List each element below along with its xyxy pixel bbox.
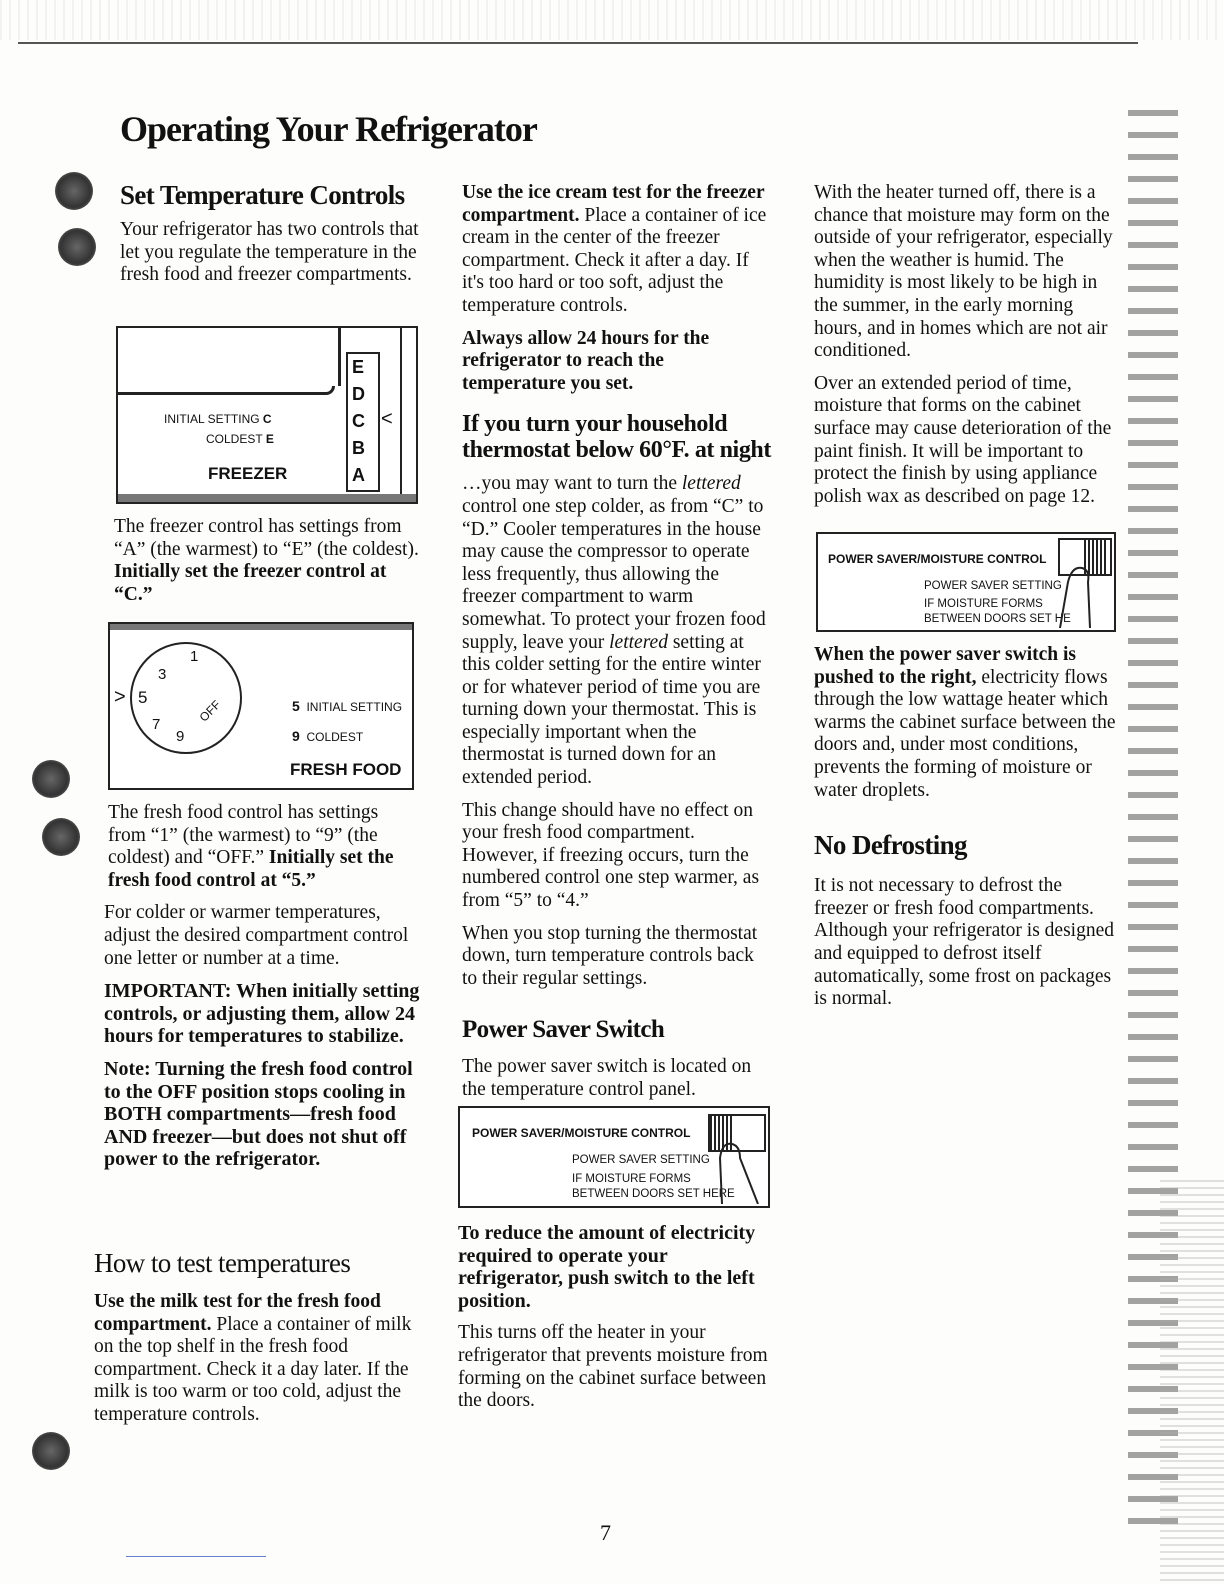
thermostat-text: setting at this colder setting for the entire winter or for whatever period of time you are turning down your thermostat. This is especially important when the thermostat is turned down for an extended period. xyxy=(462,631,761,789)
column-3 xyxy=(814,182,1120,518)
ice-cream-test-text: Place a container of ice cream in the center of the freezer compartment. Check it after a day. If it's too hard or too soft, adjust the temperature controls. xyxy=(462,204,767,316)
freezer-letter-scale[interactable] xyxy=(346,352,380,492)
stop-paragraph: When you stop turning the thermostat down, turn temperature controls back to their regular settings. xyxy=(462,922,758,989)
heading-test-temperatures: How to test temperatures xyxy=(94,1248,351,1278)
off-note: Note: Turning the fresh food control to the OFF position stops cooling in BOTH compartments—fresh food AND freezer—but does not shut off power to the refrigerator. xyxy=(104,1057,413,1171)
moisture-paragraph: With the heater turned off, there is a chance that moisture may form on the outside of your refrigerator, especially when the weather is humid. The humidity is most likely to be high in the summer, in the early morning hours, and in homes which are not air conditioned. xyxy=(814,182,1113,362)
panel-header: POWER SAVER/MOISTURE CONTROL xyxy=(828,552,1047,566)
thermostat-text: …you may want to turn the xyxy=(462,473,682,495)
binder-hole xyxy=(58,228,96,266)
panel-edge xyxy=(332,328,341,386)
power-saver-panel xyxy=(458,1106,770,1208)
column-1 xyxy=(98,180,420,297)
binder-hole xyxy=(32,1432,70,1470)
freezer-initial-text: Initially set the freezer control at “C.” xyxy=(114,561,387,605)
scan-noise-top xyxy=(0,0,1224,40)
fresh-initial-text: Initially set the fresh food control at “5.” xyxy=(108,847,394,891)
letter-e: E xyxy=(352,357,365,377)
panel-curve xyxy=(118,386,335,395)
freezer-control-panel xyxy=(116,326,418,504)
milk-test-text: Place a container of milk on the top shelf in the fresh food compartment. Check it a day later. If the milk is too warm or too cold, adjust the temperature controls. xyxy=(94,1313,412,1425)
allow-24-hours: Always allow 24 hours for the refrigerator to reach the temperature you set. xyxy=(462,327,710,394)
panel-top xyxy=(110,624,412,630)
thermostat-text: control one step colder, as from “C” to “D.” Cooler temperatures in the house may cause the compressor to operate less frequently, thus allowing the freezer compartment to warm somewhat. To protect your frozen food supply, leave your xyxy=(462,495,766,653)
fresh-food-label: FRESH FOOD xyxy=(290,760,402,779)
heater-off-paragraph: This turns off the heater in your refrigerator that prevents moisture from forming on the cabinet surface between the doors. xyxy=(458,1322,768,1412)
panel-line-3: BETWEEN DOORS SET HE xyxy=(924,613,1071,625)
panel-line-1: POWER SAVER SETTING xyxy=(924,580,1062,592)
dial-off-label: OFF xyxy=(196,697,224,725)
panel-line-3: BETWEEN DOORS SET HERE xyxy=(572,1188,735,1200)
scan-edge-noise xyxy=(1160,1180,1224,1584)
dial-number-5: 5 xyxy=(138,688,148,707)
letter-d: D xyxy=(352,384,365,404)
switch-location-paragraph: The power saver switch is located on the temperature control panel. xyxy=(462,1056,752,1100)
footer-rule xyxy=(126,1556,266,1557)
panel-line-2: IF MOISTURE FORMS xyxy=(572,1173,691,1185)
panel-line-2: IF MOISTURE FORMS xyxy=(924,598,1043,610)
initial-setting-label: INITIAL SETTING xyxy=(306,700,403,714)
freezer-label: FREEZER xyxy=(208,464,288,483)
coldest-value: E xyxy=(265,432,274,446)
coldest-label: COLDEST xyxy=(206,432,263,446)
panel-header: POWER SAVER/MOISTURE CONTROL xyxy=(472,1126,691,1140)
column-3-bottom xyxy=(814,644,1120,1021)
binder-hole xyxy=(42,818,80,856)
deterioration-paragraph: Over an extended period of time, moisture that forms on the cabinet surface may cause deterioration of the paint finish. It will be important to protect the finish by using appliance polish wax as described on page 12. xyxy=(814,372,1112,507)
change-paragraph: This change should have no effect on your fresh food compartment. However, if freezing occurs, turn the numbered control one step warmer, as from “5” to “4.” xyxy=(462,799,760,912)
panel-line-1: POWER SAVER SETTING xyxy=(572,1154,710,1166)
intro-paragraph: Your refrigerator has two controls that let you regulate the temperature in the fresh food and freezer compartments. xyxy=(120,219,419,286)
initial-setting-value: C xyxy=(262,412,272,426)
page-title: Operating Your Refrigerator xyxy=(120,109,537,149)
pushed-right-text: electricity flows through the low wattage heater which warms the cabinet surface between the doors and, under most conditions, prevents the forming of moisture or water droplets. xyxy=(814,666,1116,801)
dial-number-7: 7 xyxy=(152,716,161,733)
fresh-food-control-panel xyxy=(108,622,414,790)
panel-rule xyxy=(400,328,402,502)
dial-number-1: 1 xyxy=(190,648,199,665)
binder-hole xyxy=(32,760,70,798)
coldest-row xyxy=(292,728,363,744)
defrost-paragraph: It is not necessary to defrost the freezer or fresh food compartments. Although your refrigerator is designed and equipped to defrost itself automatically, some frost on packages is normal. xyxy=(814,875,1115,1010)
letter-c: C xyxy=(352,411,365,431)
initial-setting-row xyxy=(164,412,272,426)
coldest-label: COLDEST xyxy=(306,730,364,744)
power-saver-panel-right xyxy=(816,532,1116,632)
initial-setting-value: 5 xyxy=(292,698,300,714)
panel-base xyxy=(118,494,416,502)
page-number: 7 xyxy=(600,1520,611,1545)
header-rule xyxy=(18,42,1138,44)
coldest-value: 9 xyxy=(292,728,300,744)
heading-set-temperature: Set Temperature Controls xyxy=(120,180,405,210)
milk-test-lead: Use the milk test for the fresh food compartment. xyxy=(94,1291,381,1335)
finger-icon xyxy=(1056,552,1106,628)
fresh-food-description xyxy=(104,802,420,1181)
finger-icon xyxy=(718,1128,766,1204)
heading-power-saver: Power Saver Switch xyxy=(462,1016,665,1044)
lettered-emphasis: lettered xyxy=(609,631,668,653)
lettered-emphasis: lettered xyxy=(681,473,741,495)
heading-thermostat: If you turn your household thermostat below 60°F. at night xyxy=(462,411,771,464)
letter-a: A xyxy=(352,465,365,485)
ice-cream-test-lead: Use the ice cream test for the freezer compartment. xyxy=(462,182,765,226)
coldest-row xyxy=(206,432,274,446)
binder-hole xyxy=(55,172,93,210)
pointer-arrow-icon: < xyxy=(381,408,393,430)
reduce-electricity: To reduce the amount of electricity required to operate your refrigerator, push switch to the left position. xyxy=(458,1222,756,1312)
pointer-arrow-icon: > xyxy=(114,686,126,708)
initial-setting-label: INITIAL SETTING xyxy=(164,412,260,426)
dial-number-3: 3 xyxy=(158,666,167,683)
pushed-right-lead: When the power saver switch is pushed to the right, xyxy=(814,644,1076,688)
test-temperatures-section xyxy=(94,1248,420,1437)
important-note: IMPORTANT: When initially setting controls, or adjusting them, allow 24 hours for temperatures to stabilize. xyxy=(104,980,420,1048)
column-2-bottom xyxy=(458,1222,772,1423)
column-2 xyxy=(462,182,772,1112)
letter-b: B xyxy=(352,438,365,458)
initial-setting-row xyxy=(292,698,402,714)
dial-number-9: 9 xyxy=(176,728,185,745)
heading-no-defrosting: No Defrosting xyxy=(814,830,967,861)
freezer-settings-text: The freezer control has settings from “A” (the warmest) to “E” (the coldest). xyxy=(114,516,419,560)
freezer-description xyxy=(114,516,420,616)
fresh-settings-text: The fresh food control has settings from “1” (the warmest) to “9” (the coldest) and “OFF.” xyxy=(108,802,379,869)
fresh-food-dial[interactable] xyxy=(130,642,242,754)
adjust-paragraph: For colder or warmer temperatures, adjust the desired compartment control one letter or number at a time. xyxy=(104,902,409,969)
